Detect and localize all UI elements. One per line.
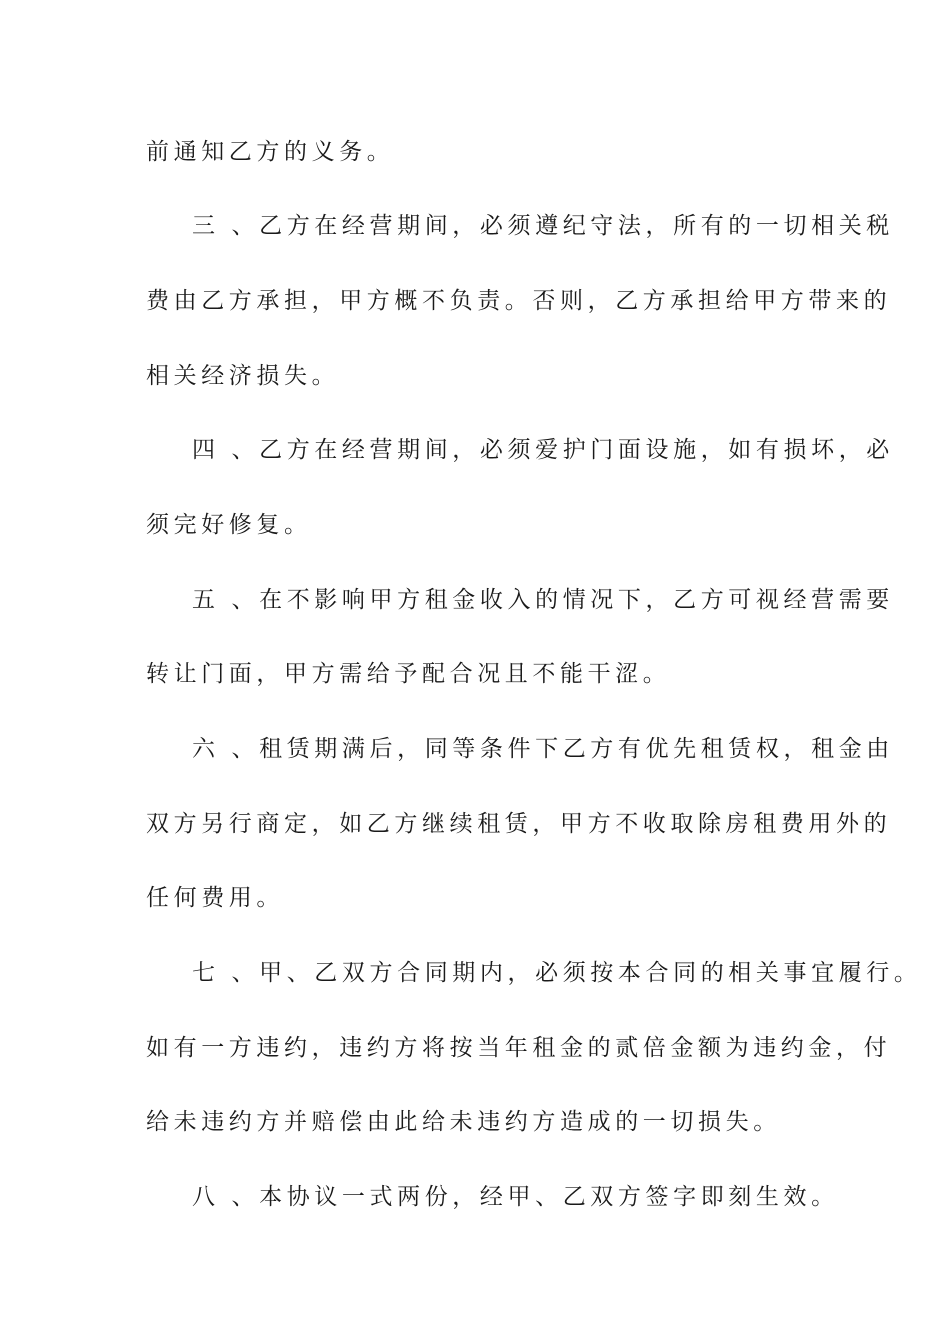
clause-7-line-3: 给未违约方并赔偿由此给未违约方造成的一切损失。: [146, 1109, 781, 1135]
text-line: 前通知乙方的义务。: [146, 139, 395, 165]
clause-3-line-3: 相关经济损失。: [146, 363, 340, 389]
clause-6-line-3: 任何费用。: [146, 885, 284, 911]
clause-5-line-2: 转让门面，甲方需给予配合况且不能干涩。: [146, 661, 671, 687]
clause-5-line-1: 五 、在不影响甲方租金收入的情况下，乙方可视经营需要: [192, 587, 894, 613]
clause-6-line-1: 六 、租赁期满后，同等条件下乙方有优先租赁权，租金由: [192, 736, 894, 762]
clause-7-line-2: 如有一方违约，违约方将按当年租金的贰倍金额为违约金，付: [146, 1035, 892, 1061]
clause-6-line-2: 双方另行商定，如乙方继续租赁，甲方不收取除房租费用外的: [146, 811, 892, 837]
clause-8-line-1: 八 、本协议一式两份，经甲、乙双方签字即刻生效。: [192, 1184, 839, 1210]
clause-4-line-2: 须完好修复。: [146, 512, 312, 538]
clause-3-line-1: 三 、乙方在经营期间，必须遵纪守法，所有的一切相关税: [192, 213, 894, 239]
clause-7-line-1: 七 、甲、乙双方合同期内，必须按本合同的相关事宜履行。: [192, 960, 922, 986]
clause-4-line-1: 四 、乙方在经营期间，必须爱护门面设施，如有损坏，必: [192, 437, 894, 463]
clause-3-line-2: 费由乙方承担，甲方概不负责。否则，乙方承担给甲方带来的: [146, 288, 892, 314]
